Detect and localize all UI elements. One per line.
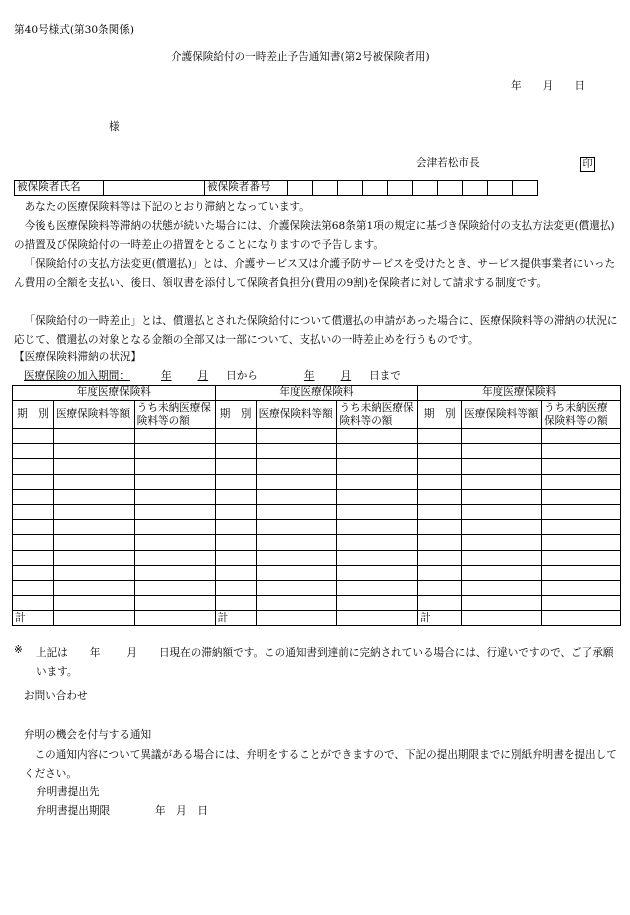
period-from: 日から	[226, 370, 258, 382]
table-cell[interactable]	[462, 459, 542, 474]
table-cell[interactable]	[134, 565, 215, 580]
form-number: 第40号様式(第30条関係)	[14, 24, 134, 36]
table-cell[interactable]	[134, 504, 215, 519]
document-title: 介護保険給付の一時差止予告通知書(第2号被保険者用)	[171, 51, 430, 63]
table-cell[interactable]	[13, 580, 54, 595]
table-cell[interactable]	[542, 459, 621, 474]
table-cell[interactable]	[418, 429, 462, 444]
table-cell[interactable]	[215, 459, 256, 474]
table-cell[interactable]	[337, 504, 418, 519]
insured-number-digit[interactable]	[288, 181, 313, 196]
table-cell[interactable]	[53, 429, 134, 444]
table-row	[13, 444, 621, 459]
table-cell[interactable]	[13, 535, 54, 550]
table-cell[interactable]	[13, 444, 54, 459]
table-cell[interactable]	[53, 565, 134, 580]
paragraph-reimbursement: 「保険給付の支払方法変更(償還払)」とは、介護サービス又は介護予防サービスを受けたとき、サービス提供事業者にいったん費用の全額を支払い、後日、領収書を添付して保険者負担分(費用の9割)を保険者に対して請求する制度です。	[14, 258, 616, 289]
deadline-label: 弁明書提出期限	[36, 805, 111, 817]
table-cell[interactable]	[13, 520, 54, 535]
table-cell[interactable]	[462, 474, 542, 489]
insured-number-digit[interactable]	[363, 181, 388, 196]
table-cell[interactable]	[53, 535, 134, 550]
insured-number-digit[interactable]	[488, 181, 513, 196]
table-cell[interactable]	[13, 459, 54, 474]
table-cell[interactable]	[53, 520, 134, 535]
table-cell[interactable]	[215, 504, 256, 519]
table-cell[interactable]	[53, 474, 134, 489]
section-heading: 【医療保険料滞納の状況】	[14, 351, 142, 363]
table-cell[interactable]	[256, 550, 337, 565]
table-row	[13, 504, 621, 519]
table-cell[interactable]	[53, 504, 134, 519]
explanation-body: この通知内容について異議がある場合には、弁明をすることができますので、下記の提出期限までに別紙弁明書を提出してください。	[24, 749, 617, 780]
table-cell[interactable]	[462, 550, 542, 565]
table-cell[interactable]	[418, 474, 462, 489]
insured-id-table	[14, 180, 538, 196]
table-cell[interactable]	[215, 596, 256, 611]
note-text-2: 日現在の滞納額です。この通知書到達前に完納されている場合には、行違いですので、ご了承願います。	[36, 647, 614, 678]
table-cell[interactable]	[542, 520, 621, 535]
table-cell[interactable]	[256, 474, 337, 489]
table-cell[interactable]	[418, 489, 462, 504]
fiscal-year-header: 年度医療保険料	[215, 386, 418, 401]
note-year: 年	[89, 647, 101, 659]
col-amount: 医療保険料等額	[256, 401, 337, 429]
table-cell[interactable]	[256, 535, 337, 550]
paragraph-suspension: 「保険給付の一時差止」とは、償還払とされた保険給付について償還払の申請があった場合に、医療保険料等の滞納の状況に応じて、償還払の対象となる金額の全部又は一部について、支払いの一時差止めを行うものです。	[14, 315, 618, 346]
addressee-suffix: 様	[109, 121, 120, 133]
period-year-1: 年	[160, 370, 172, 382]
table-cell[interactable]	[134, 535, 215, 550]
total-label: 計	[215, 611, 256, 626]
table-cell[interactable]	[337, 520, 418, 535]
table-cell[interactable]	[462, 489, 542, 504]
note-text-1: 上記は	[36, 647, 68, 659]
table-cell[interactable]	[256, 565, 337, 580]
fiscal-year-header: 年度医療保険料	[418, 386, 621, 401]
issuer-name: 会津若松市長	[416, 157, 480, 169]
period-year-2: 年	[303, 370, 315, 382]
inquiry-label: お問い合わせ	[24, 690, 88, 702]
paragraph-status: あなたの医療保険料等は下記のとおり滞納となっています。	[24, 201, 310, 213]
table-cell[interactable]	[53, 596, 134, 611]
table-cell[interactable]	[418, 535, 462, 550]
period-until: 日まで	[369, 370, 401, 382]
explanation-heading: 弁明の機会を付与する通知	[24, 729, 152, 741]
table-cell[interactable]	[13, 550, 54, 565]
table-cell[interactable]	[418, 459, 462, 474]
table-cell[interactable]	[418, 504, 462, 519]
table-row	[13, 429, 621, 444]
total-label: 計	[13, 611, 54, 626]
table-cell[interactable]	[256, 429, 337, 444]
table-cell[interactable]	[215, 535, 256, 550]
table-cell[interactable]	[337, 596, 418, 611]
insured-number-digit[interactable]	[413, 181, 438, 196]
table-cell[interactable]	[13, 474, 54, 489]
table-cell[interactable]	[215, 474, 256, 489]
insured-name-field[interactable]	[104, 181, 205, 196]
submit-to-label: 弁明書提出先	[36, 786, 100, 798]
table-cell[interactable]	[542, 444, 621, 459]
col-amount: 医療保険料等額	[53, 401, 134, 429]
table-cell[interactable]	[542, 596, 621, 611]
paragraph-warning: 今後も医療保険料等滞納の状態が続いた場合には、介護保険法第68条第1項の規定に基づき保険給付の支払方法変更(償還払)の措置及び保険給付の一時差止の措置をとることになりますので予告します。	[14, 220, 615, 251]
deadline-date: 年 月 日	[155, 805, 208, 817]
table-cell[interactable]	[13, 489, 54, 504]
table-row	[13, 550, 621, 565]
table-cell[interactable]	[256, 459, 337, 474]
total-cell[interactable]	[53, 611, 134, 626]
table-cell[interactable]	[215, 444, 256, 459]
table-cell[interactable]	[13, 565, 54, 580]
insured-name-label: 被保険者氏名	[15, 181, 104, 196]
table-cell[interactable]	[256, 444, 337, 459]
note-text	[36, 644, 620, 682]
table-row	[13, 489, 621, 504]
table-cell[interactable]	[337, 429, 418, 444]
table-cell[interactable]	[256, 520, 337, 535]
table-cell[interactable]	[134, 474, 215, 489]
period-month-2: 月	[340, 370, 352, 382]
table-cell[interactable]	[134, 520, 215, 535]
table-cell[interactable]	[13, 596, 54, 611]
table-cell[interactable]	[337, 535, 418, 550]
table-row	[13, 474, 621, 489]
table-cell[interactable]	[53, 580, 134, 595]
table-cell[interactable]	[542, 504, 621, 519]
seal-box: 印	[580, 157, 595, 172]
table-row	[13, 520, 621, 535]
table-cell[interactable]	[134, 550, 215, 565]
insured-number-label: 被保険者番号	[205, 181, 288, 196]
table-cell[interactable]	[462, 580, 542, 595]
table-cell[interactable]	[542, 580, 621, 595]
col-unpaid: うち未納医療保険料等の額	[542, 401, 621, 429]
col-period: 期 別	[215, 401, 256, 429]
table-cell[interactable]	[462, 444, 542, 459]
table-cell[interactable]	[215, 520, 256, 535]
col-period: 期 別	[13, 401, 54, 429]
table-cell[interactable]	[542, 565, 621, 580]
table-cell[interactable]	[337, 550, 418, 565]
col-period: 期 別	[418, 401, 462, 429]
table-cell[interactable]	[53, 444, 134, 459]
table-cell[interactable]	[256, 580, 337, 595]
table-cell[interactable]	[134, 459, 215, 474]
table-cell[interactable]	[215, 580, 256, 595]
arrears-table	[12, 385, 621, 626]
table-cell[interactable]	[418, 444, 462, 459]
note-mark: ※	[14, 644, 23, 656]
insured-number-digit[interactable]	[338, 181, 363, 196]
table-row	[13, 535, 621, 550]
table-cell[interactable]	[337, 444, 418, 459]
table-cell[interactable]	[215, 489, 256, 504]
table-cell[interactable]	[542, 429, 621, 444]
total-cell[interactable]	[337, 611, 418, 626]
insured-number-digit[interactable]	[463, 181, 488, 196]
table-cell[interactable]	[256, 596, 337, 611]
table-cell[interactable]	[134, 444, 215, 459]
insured-number-digit[interactable]	[438, 181, 463, 196]
total-cell[interactable]	[256, 611, 337, 626]
table-cell[interactable]	[134, 580, 215, 595]
enrollment-period	[24, 370, 401, 383]
table-row	[13, 580, 621, 595]
fiscal-year-header: 年度医療保険料	[13, 386, 216, 401]
table-cell[interactable]	[542, 535, 621, 550]
issue-date: 年 月 日	[511, 80, 586, 92]
table-cell[interactable]	[542, 474, 621, 489]
table-cell[interactable]	[418, 596, 462, 611]
table-cell[interactable]	[418, 520, 462, 535]
table-cell[interactable]	[134, 489, 215, 504]
table-cell[interactable]	[337, 580, 418, 595]
table-cell[interactable]	[462, 565, 542, 580]
table-cell[interactable]	[53, 459, 134, 474]
period-month-1: 月	[197, 370, 209, 382]
table-cell[interactable]	[256, 504, 337, 519]
table-cell[interactable]	[462, 596, 542, 611]
total-cell[interactable]	[134, 611, 215, 626]
table-cell[interactable]	[53, 550, 134, 565]
table-cell[interactable]	[337, 489, 418, 504]
table-cell[interactable]	[462, 429, 542, 444]
period-label: 医療保険の加入期間：	[24, 370, 130, 382]
table-cell[interactable]	[418, 580, 462, 595]
col-unpaid: うち未納医療保険料等の額	[337, 401, 418, 429]
table-cell[interactable]	[542, 489, 621, 504]
table-cell[interactable]	[418, 565, 462, 580]
table-row	[13, 565, 621, 580]
table-row	[13, 596, 621, 611]
table-cell[interactable]	[462, 535, 542, 550]
col-amount: 医療保険料等額	[462, 401, 542, 429]
table-cell[interactable]	[134, 429, 215, 444]
col-unpaid: うち未納医療保険料等の額	[134, 401, 215, 429]
total-label: 計	[418, 611, 462, 626]
total-cell[interactable]	[462, 611, 542, 626]
table-cell[interactable]	[215, 429, 256, 444]
table-cell[interactable]	[215, 550, 256, 565]
table-cell[interactable]	[462, 504, 542, 519]
insured-number-digit[interactable]	[388, 181, 413, 196]
note-month: 月	[126, 647, 137, 659]
insured-number-digit[interactable]	[513, 181, 538, 196]
table-cell[interactable]	[337, 565, 418, 580]
table-cell[interactable]	[13, 429, 54, 444]
table-cell[interactable]	[542, 550, 621, 565]
total-cell[interactable]	[542, 611, 621, 626]
table-cell[interactable]	[13, 504, 54, 519]
table-cell[interactable]	[418, 550, 462, 565]
table-cell[interactable]	[337, 474, 418, 489]
table-cell[interactable]	[215, 565, 256, 580]
table-cell[interactable]	[53, 489, 134, 504]
table-cell[interactable]	[337, 459, 418, 474]
insured-number-digit[interactable]	[313, 181, 338, 196]
table-cell[interactable]	[462, 520, 542, 535]
table-cell[interactable]	[256, 489, 337, 504]
table-cell[interactable]	[134, 596, 215, 611]
table-row	[13, 459, 621, 474]
